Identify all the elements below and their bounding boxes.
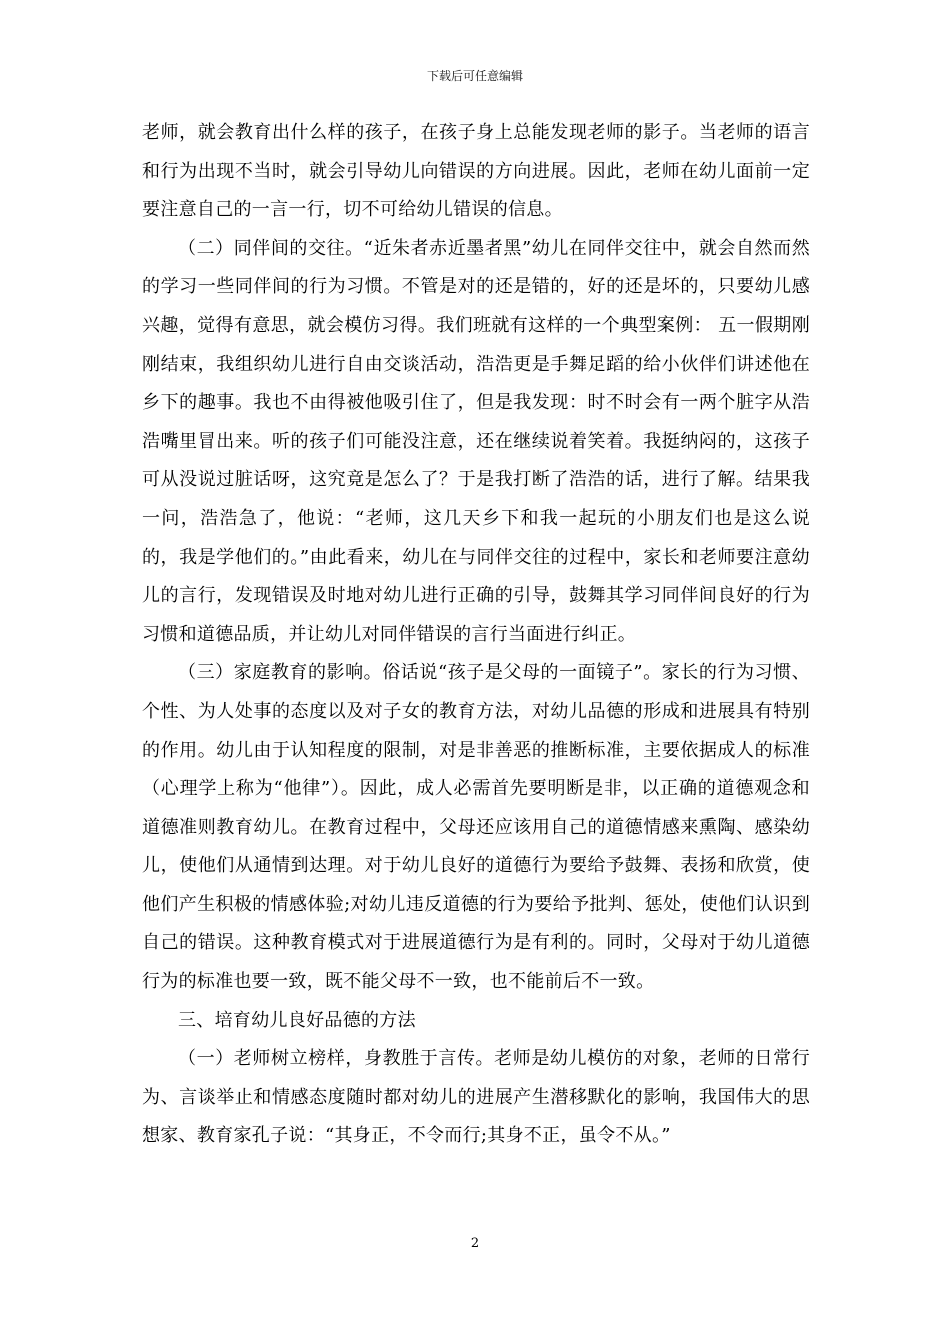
document-body [142, 114, 810, 1156]
section-heading-methods: 三、培育幼儿良好品德的方法 [178, 1009, 416, 1031]
paragraph-family-education: （三）家庭教育的影响。俗话说“孩子是父母的一面镜子”。家长的行为习惯、个性、为人处事的态度以及对子女的教育方法，对幼儿品德的形成和进展具有特别的作用。幼儿由于认知程度的限制，对是非善恶的推断标准，主要依据成人的标准（心理学上称为“他律”）。因此，成人必需首先要明断是非，以正确的道德观念和道德准则教育幼儿。在教育过程中，父母还应该用自己的道德情感来熏陶、感染幼儿，使他们从通情到达理。对于幼儿良好的道德行为要给予鼓舞、表扬和欣赏，使他们产生积极的情感体验;对幼儿违反道德的行为要给予批判、惩处，使他们认识到自己的错误。这种教育模式对于进展道德行为是有利的。同时，父母对于幼儿道德行为的标准也要一致，既不能父母不一致，也不能前后不一致。 [142, 662, 810, 993]
paragraph-teacher-example: （一）老师树立榜样，身教胜于言传。老师是幼儿模仿的对象，老师的日常行为、言谈举止和情感态度随时都对幼儿的进展产生潜移默化的影响，我国伟大的思想家、教育家孔子说：“其身正，不令而行;其身不正，虽令不从。” [142, 1048, 810, 1147]
page-number: 2 [470, 1236, 480, 1251]
page-header-note: 下载后可任意编辑 [426, 69, 523, 83]
paragraph-continuation: 老师，就会教育出什么样的孩子，在孩子身上总能发现老师的影子。当老师的语言和行为出现不当时，就会引导幼儿向错误的方向进展。因此，老师在幼儿面前一定要注意自己的一言一行，切不可给幼儿错误的信息。 [142, 122, 810, 221]
paragraph-peer-interaction: （二）同伴间的交往。“近朱者赤近墨者黑”幼儿在同伴交往中，就会自然而然的学习一些同伴间的行为习惯。不管是对的还是错的，好的还是坏的，只要幼儿感兴趣，觉得有意思，就会模仿习得。我们班就有这样的一个典型案例： 五一假期刚刚结束，我组织幼儿进行自由交谈活动，浩浩更是手舞足蹈的给小伙伴们讲述他在乡下的趣事。我也不由得被他吸引住了，但是我发现：时不时会有一两个脏字从浩浩嘴里冒出来。听的孩子们可能没注意，还在继续说着笑着。我挺纳闷的，这孩子可从没说过脏话呀，这究竟是怎么了？于是我打断了浩浩的话，进行了解。结果我一问，浩浩急了，他说：“老师，这几天乡下和我一起玩的小朋友们也是这么说的，我是学他们的。”由此看来，幼儿在与同伴交往的过程中，家长和老师要注意幼儿的言行，发现错误及时地对幼儿进行正确的引导，鼓舞其学习同伴间良好的行为习惯和道德品质，并让幼儿对同伴错误的言行当面进行纠正。 [142, 237, 810, 645]
